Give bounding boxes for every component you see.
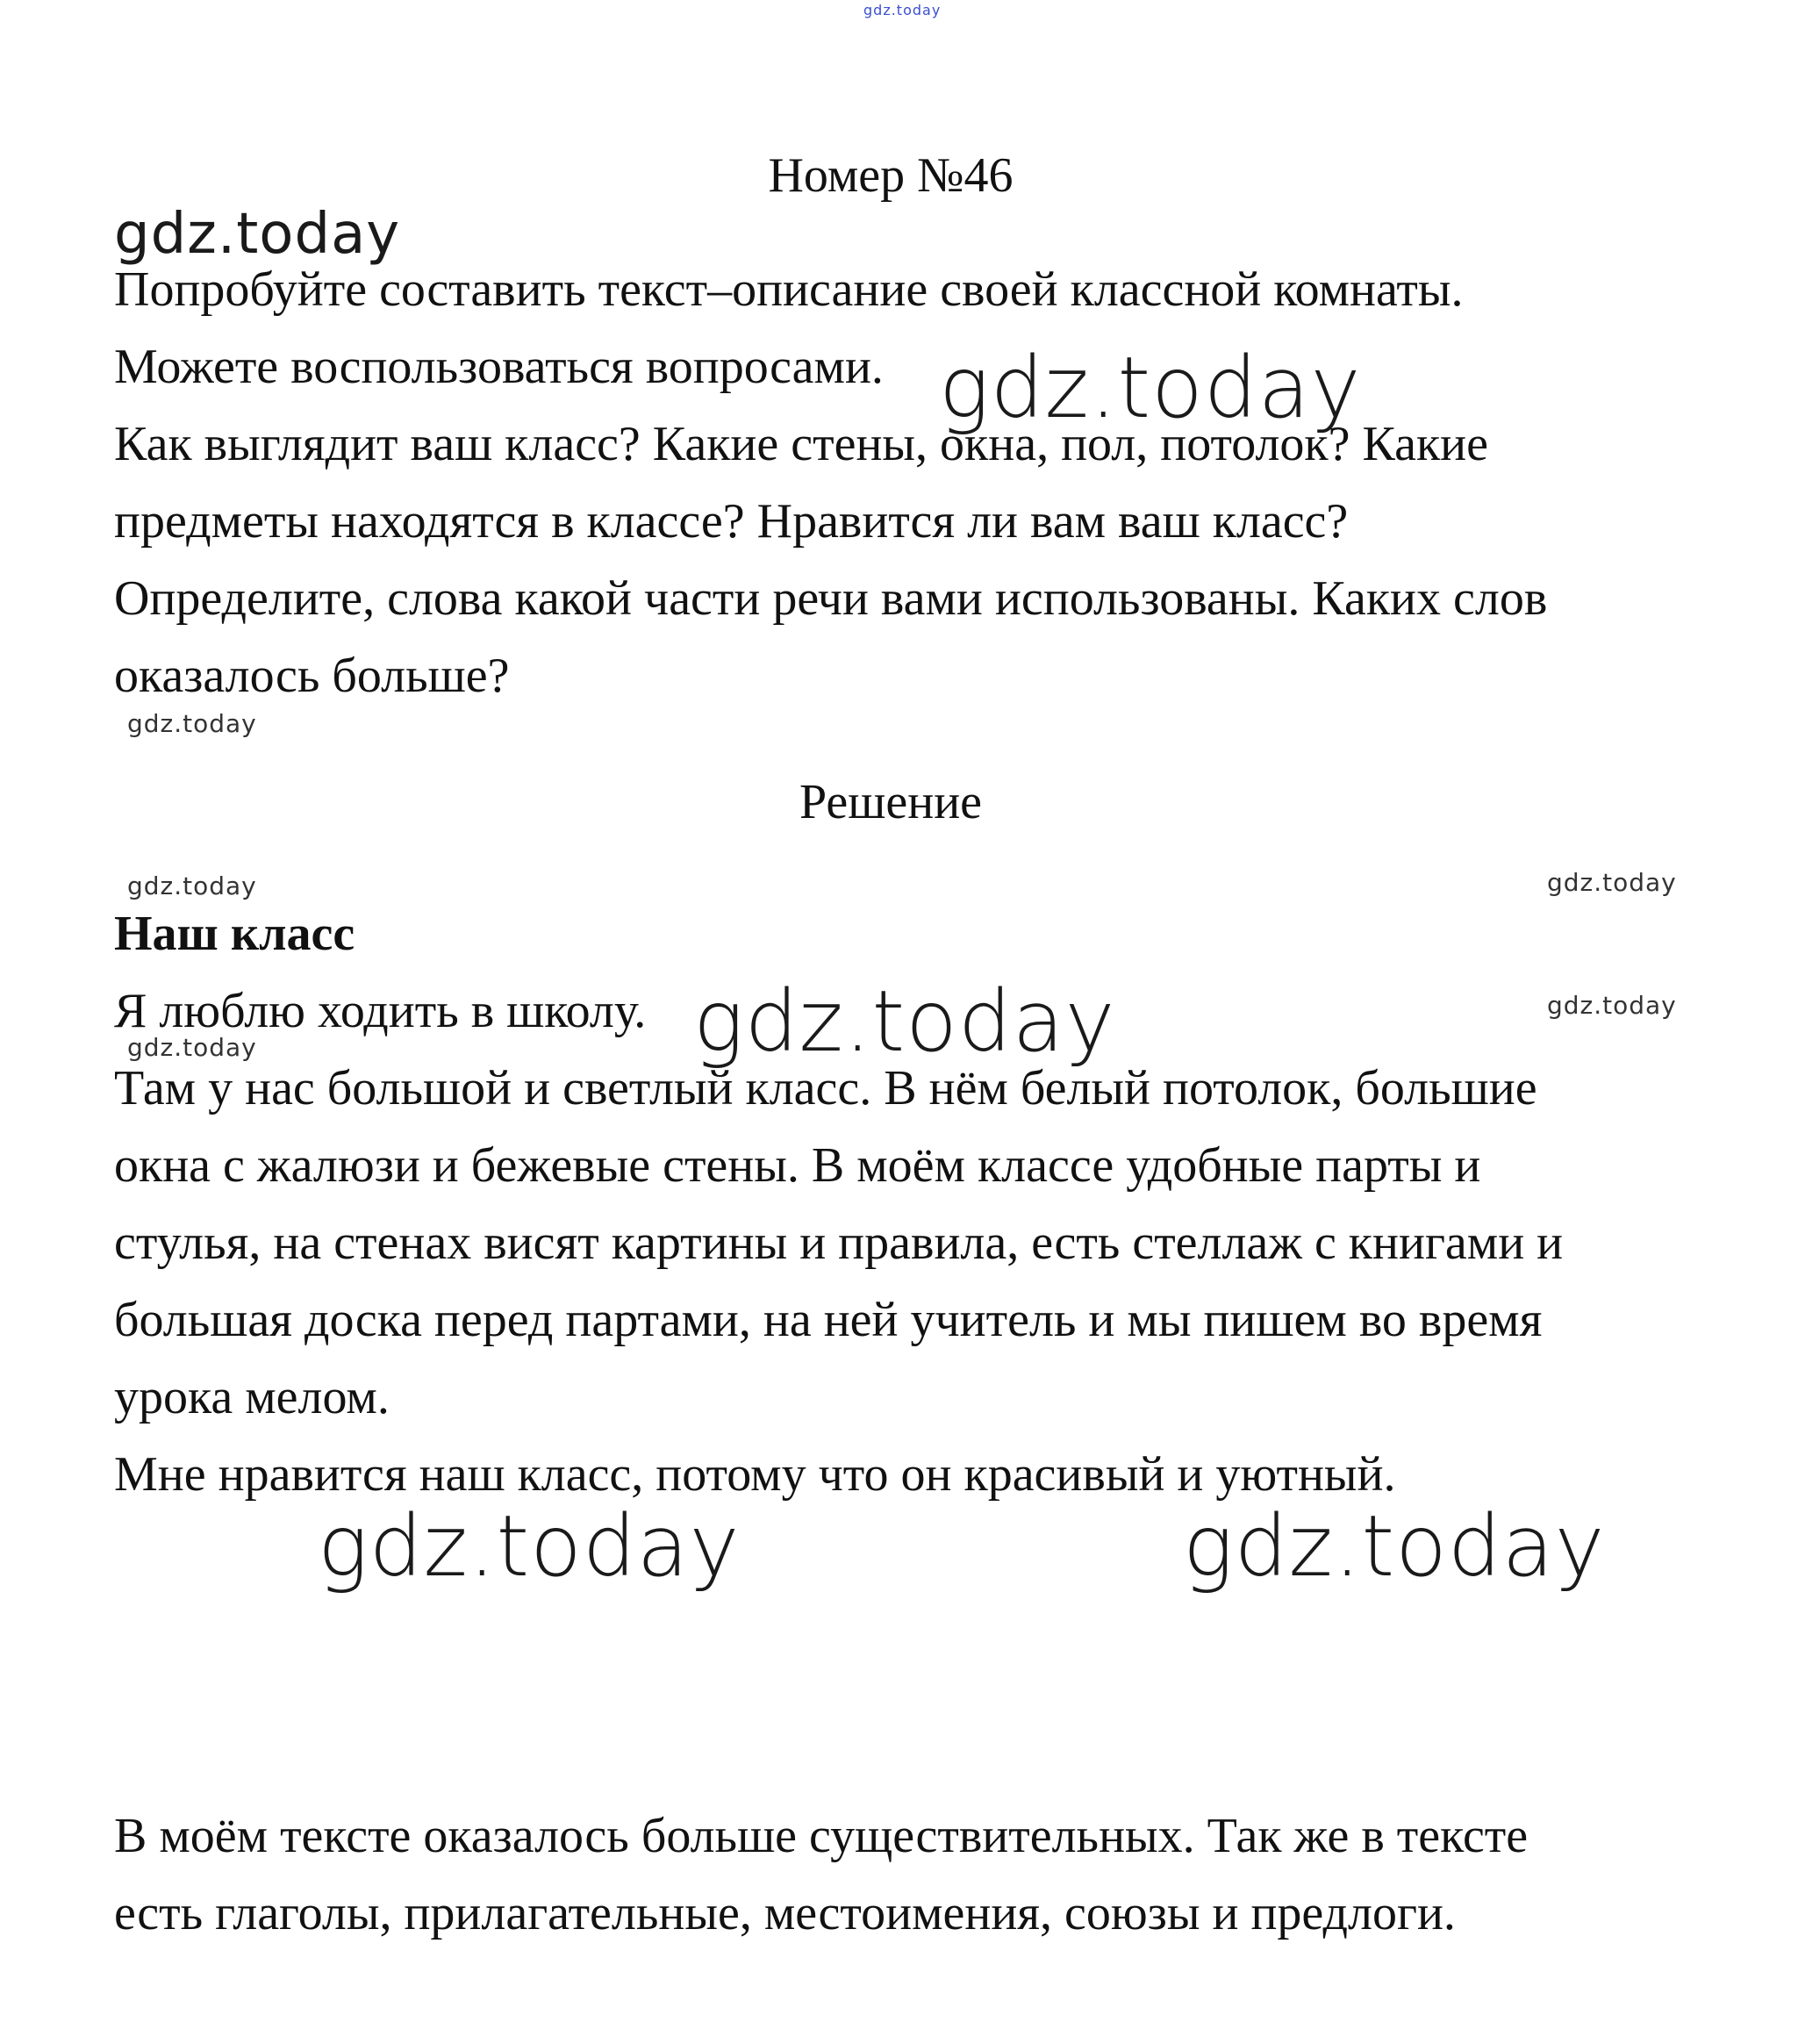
task-line: Как выглядит ваш класс? Какие стены, окна, пол, потолок? Какие	[114, 417, 1488, 471]
watermark-small: gdz.today	[1547, 868, 1677, 897]
watermark-bottom-right: gdz.today	[1183, 1497, 1606, 1596]
essay-line: окна с жалюзи и бежевые стены. В моём классе удобные парты и	[114, 1138, 1481, 1193]
essay-line: Там у нас большой и светлый класс. В нём белый потолок, большие	[114, 1061, 1537, 1115]
essay-line: урока мелом.	[114, 1370, 390, 1424]
task-title: Номер №46	[768, 148, 1014, 203]
watermark-center-middle: gdz.today	[693, 972, 1116, 1071]
solution-heading: Решение	[799, 775, 983, 829]
task-line: оказалось больше?	[114, 649, 510, 703]
task-line: Можете воспользоваться вопросами.	[114, 340, 884, 394]
task-line: Определите, слова какой части речи вами использованы. Каких слов	[114, 571, 1548, 626]
watermark-left-large: gdz.today	[114, 202, 401, 267]
essay-line: стулья, на стенах висят картины и правила, есть стеллаж с книгами и	[114, 1216, 1564, 1270]
watermark-small: gdz.today	[127, 1033, 257, 1062]
conclusion-line: В моём тексте оказалось больше существительных. Так же в тексте	[114, 1809, 1529, 1863]
watermark-bottom-left: gdz.today	[318, 1497, 741, 1596]
watermark-small: gdz.today	[1547, 991, 1677, 1020]
watermark-center-upper: gdz.today	[939, 339, 1362, 437]
watermark-small: gdz.today	[127, 709, 257, 738]
conclusion-line: есть глаголы, прилагательные, местоимения, союзы и предлоги.	[114, 1886, 1456, 1940]
essay-line: большая доска перед партами, на ней учитель и мы пишем во время	[114, 1293, 1543, 1347]
watermark-top: gdz.today	[863, 2, 942, 18]
essay-line: Я люблю ходить в школу.	[114, 984, 647, 1038]
watermark-small: gdz.today	[127, 871, 257, 900]
task-line: Попробуйте составить текст–описание своей классной комнаты.	[114, 262, 1464, 317]
essay-title: Наш класс	[114, 907, 355, 961]
essay-line: Мне нравится наш класс, потому что он красивый и уютный.	[114, 1447, 1396, 1502]
task-line: предметы находятся в классе? Нравится ли вам ваш класс?	[114, 494, 1349, 549]
